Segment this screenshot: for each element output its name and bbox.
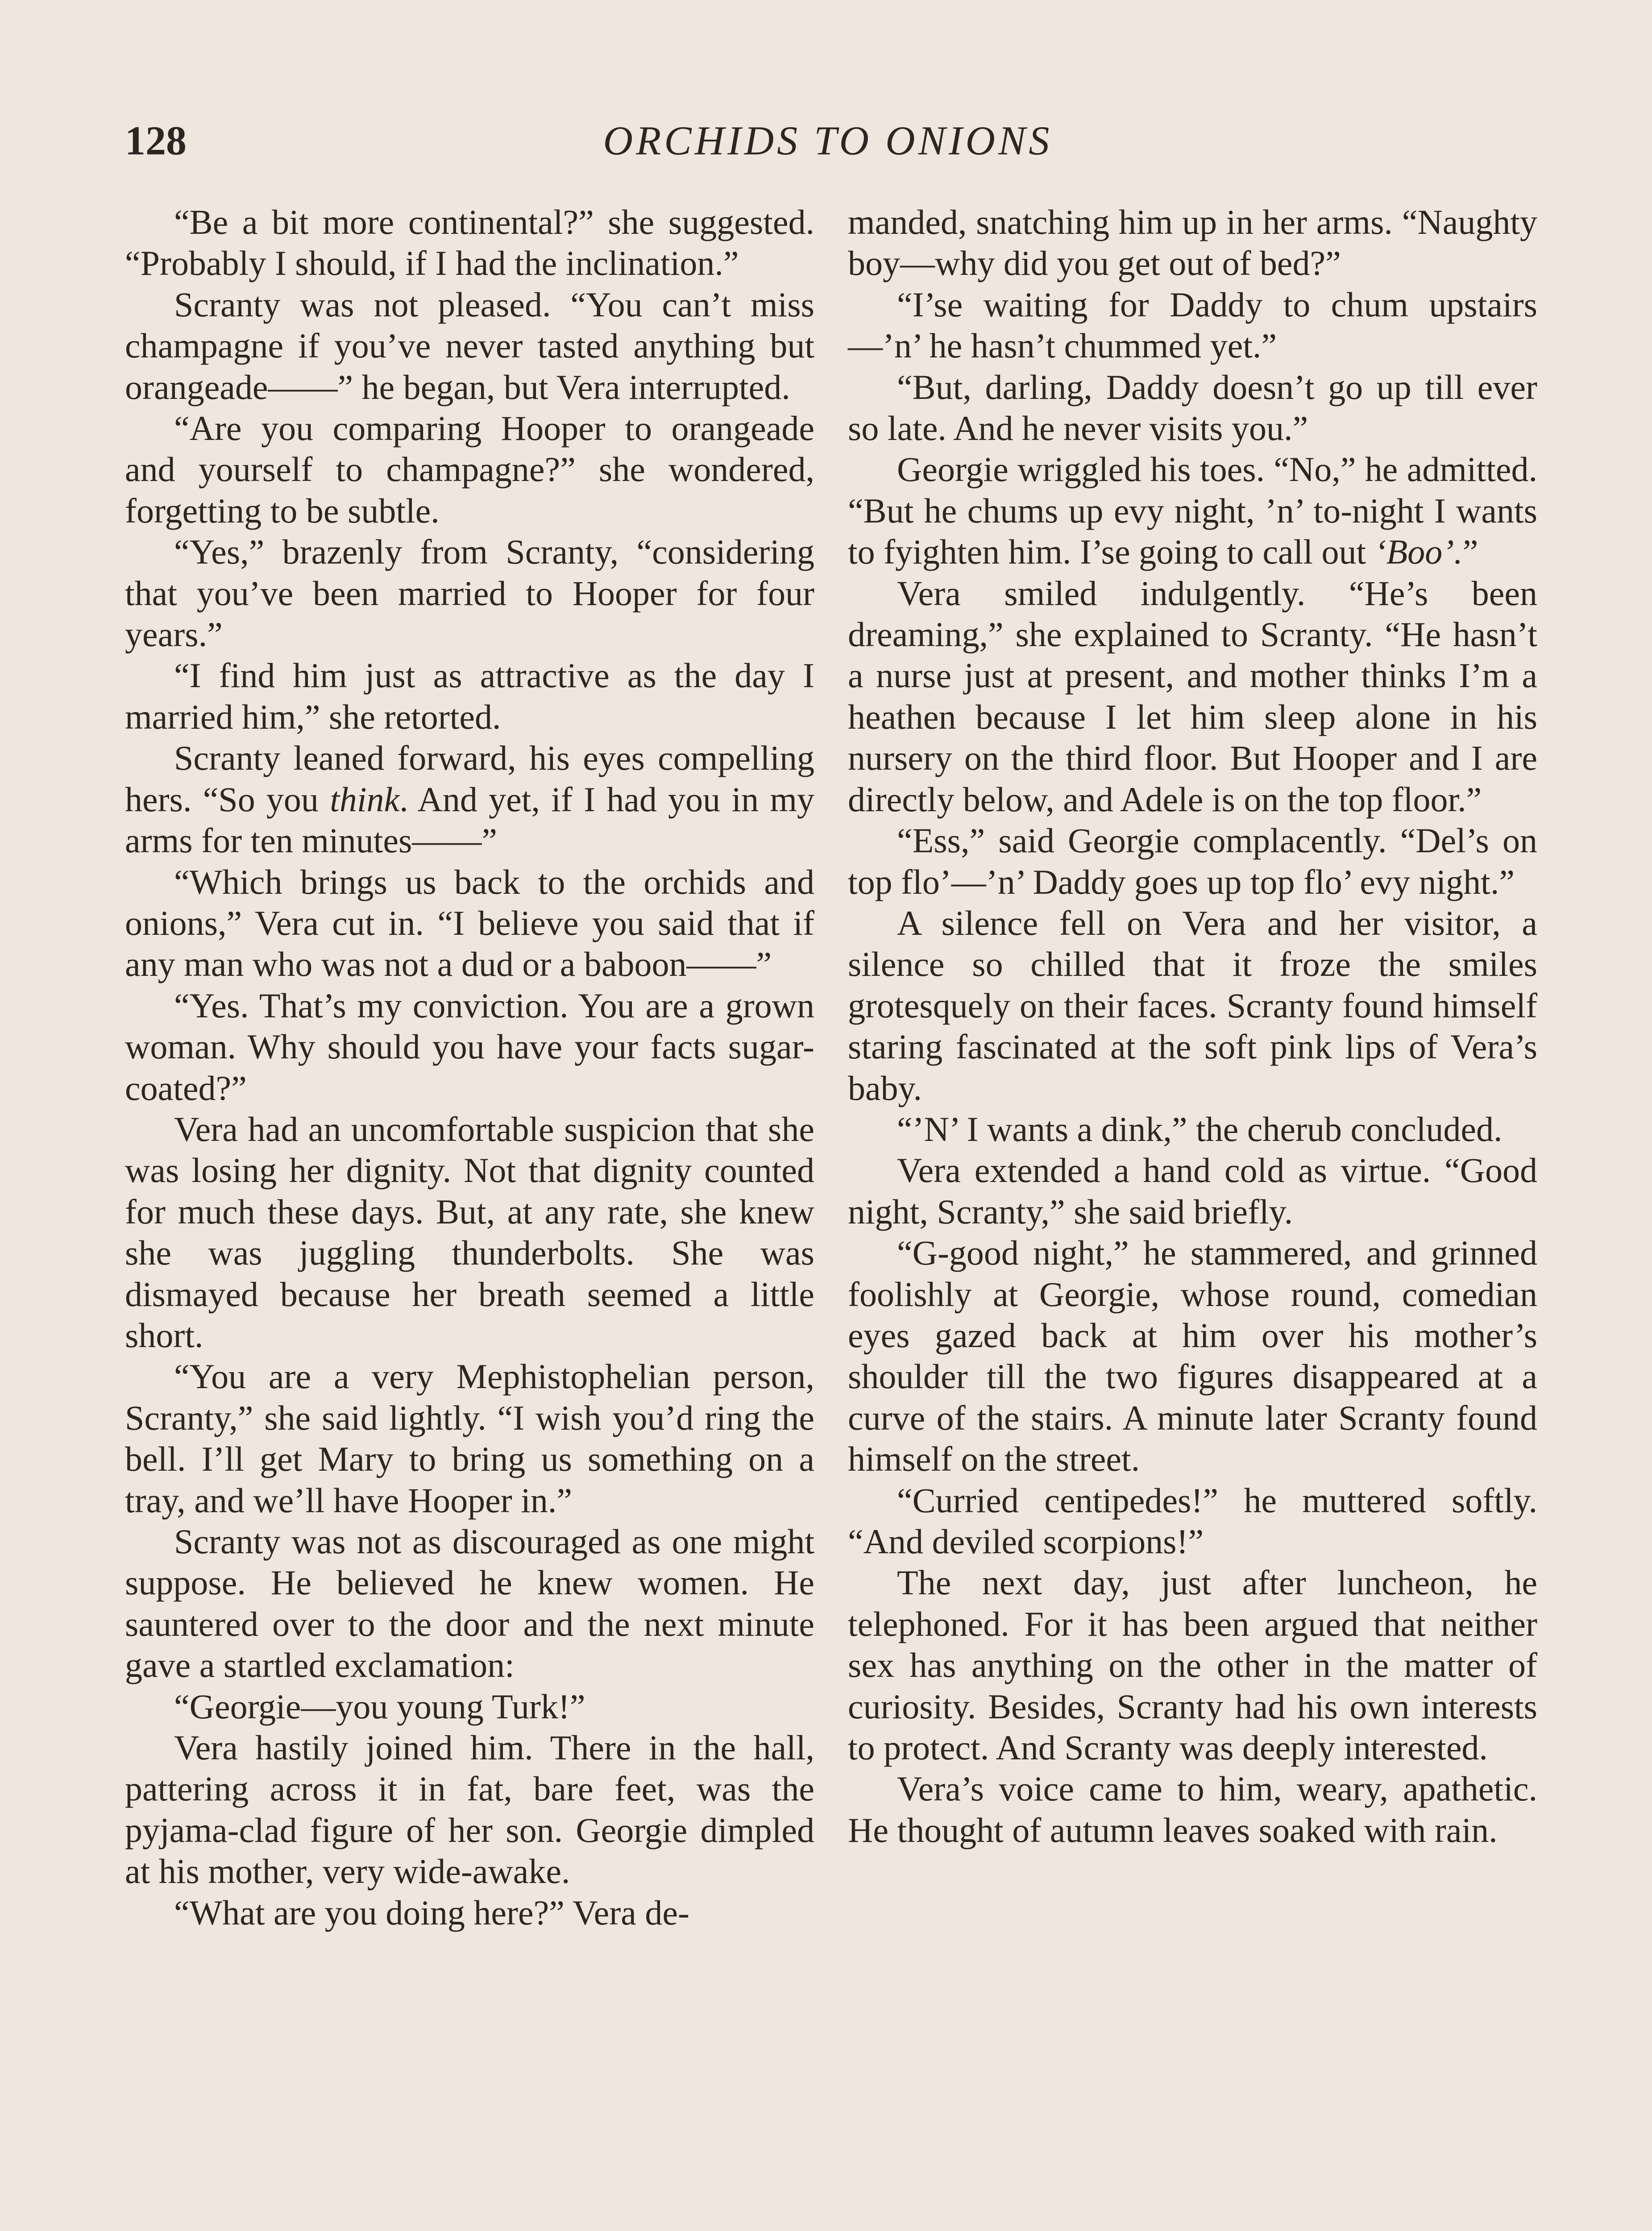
page-number: 128 — [125, 118, 187, 163]
paragraph-text: Scranty leaned forward, his eyes compelling hers. “So you — [125, 738, 814, 819]
paragraph: manded, snatching him up in her arms. “Naughty boy—why did you get out of bed?” — [848, 203, 1537, 283]
paragraph: “Be a bit more continental?” she suggested. “Probably I should, if I had the inclination.” — [125, 203, 814, 283]
paragraph: “I’se waiting for Daddy to chum upstairs—’n’ he hasn’t chummed yet.” — [848, 285, 1537, 365]
paragraph: “Yes,” brazenly from Scranty, “considering that you’ve been married to Hooper for four years.” — [125, 532, 814, 654]
paragraph-text: Georgie wriggled his toes. “No,” he admitted. “But he chums up evy night, ’n’ to-night I wants to fyighten him. I’se going to call out — [848, 450, 1537, 572]
paragraph: A silence fell on Vera and her visitor, a silence so chilled that it froze the smiles grotesquely on their faces. Scranty found himself staring fascinated at the soft pink lips of Vera’s baby. — [848, 903, 1537, 1107]
paragraph: “Ess,” said Georgie complacently. “Del’s on top flo’—’n’ Daddy goes up top flo’ evy night.” — [848, 821, 1537, 901]
paragraph: Vera had an uncomfortable suspicion that she was losing her dignity. Not that dignity counted for much these days. But, at any rate, she knew she was juggling thunderbolts. She was dismayed because her breath seemed a little short. — [125, 1109, 814, 1355]
paragraph: “Which brings us back to the orchids and onions,” Vera cut in. “I believe you said that if any man who was not a dud or a baboon——” — [125, 862, 814, 984]
paragraph: “Curried centipedes!” he muttered softly. “And deviled scorpions!” — [848, 1480, 1537, 1561]
emphasis-text: ‘Boo’. — [1374, 532, 1463, 572]
paragraph: “’N’ I wants a dink,” the cherub concluded. — [897, 1109, 1503, 1149]
paragraph: Scranty was not pleased. “You can’t miss champagne if you’ve never tasted anything but orangeade——” he began, but Vera interrupted. — [125, 285, 814, 406]
paragraph: “I find him just as attractive as the day I married him,” she retorted. — [125, 656, 814, 736]
page-header — [125, 117, 1531, 175]
paragraph: “What are you doing here?” Vera de- — [174, 1893, 689, 1932]
emphasis-text: think — [330, 780, 400, 819]
paragraph: “Yes. That’s my conviction. You are a grown woman. Why should you have your facts sugar-coated?” — [125, 986, 814, 1107]
paragraph: “You are a very Mephistophelian person, Scranty,” she said lightly. “I wish you’d ring the bell. I’ll get Mary to bring us something on a tray, and we’ll have Hooper in.” — [125, 1357, 814, 1520]
right-column — [848, 202, 1537, 1851]
paragraph-text: . And yet, if I had you in my arms for ten minutes——” — [125, 780, 814, 860]
paragraph: “But, darling, Daddy doesn’t go up till ever so late. And he never visits you.” — [848, 367, 1537, 448]
paragraph: Vera extended a hand cold as virtue. “Good night, Scranty,” she said briefly. — [848, 1151, 1537, 1231]
paragraph: The next day, just after luncheon, he telephoned. For it has been argued that neither sex has anything on the other in the matter of curiosity. Besides, Scranty had his own interests to protect. And Scranty was deeply interested. — [848, 1563, 1537, 1767]
paragraph: Vera hastily joined him. There in the hall, pattering across it in fat, bare feet, was the pyjama-clad figure of her son. Georgie dimpled at his mother, very wide-awake. — [125, 1728, 814, 1891]
left-column — [125, 202, 814, 1933]
paragraph: “Georgie—you young Turk!” — [174, 1687, 585, 1726]
paragraph — [125, 738, 814, 861]
paragraph — [848, 449, 1537, 572]
running-title: ORCHIDS TO ONIONS — [603, 118, 1053, 163]
paragraph: Scranty was not as discouraged as one might suppose. He believed he knew women. He sauntered over to the door and the next minute gave a startled exclamation: — [125, 1522, 814, 1685]
paragraph: Vera smiled indulgently. “He’s been dreaming,” she explained to Scranty. “He hasn’t a nurse just at present, and mother thinks I’m a heathen because I let him sleep alone in his nursery on the third floor. But Hooper and I are directly below, and Adele is on the top floor.” — [848, 573, 1537, 819]
paragraph: Vera’s voice came to him, weary, apathetic. He thought of autumn leaves soaked with rain. — [848, 1769, 1537, 1849]
paragraph: “G-good night,” he stammered, and grinned foolishly at Georgie, whose round, comedian eyes gazed back at him over his mother’s shoulder till the two figures disappeared at a curve of the stairs. A minute later Scranty found himself on the street. — [848, 1233, 1537, 1479]
paragraph: “Are you comparing Hooper to orangeade and yourself to champagne?” she wondered, forgetting to be subtle. — [125, 409, 814, 530]
paragraph-text: ” — [1462, 532, 1478, 572]
